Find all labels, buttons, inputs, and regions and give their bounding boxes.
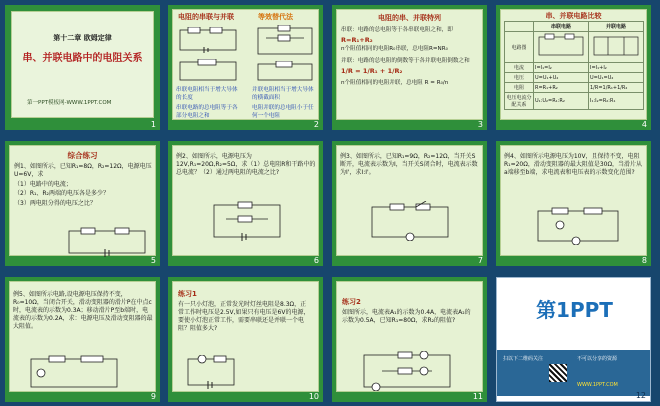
- question-part-3: （3）两电阻分得的电压之比？: [14, 199, 96, 207]
- slide-thumbnail-1[interactable]: [5, 5, 160, 130]
- footer-url: WWW.1PPT.COM: [577, 382, 618, 388]
- table-cell: I=I₁=I₂: [534, 63, 589, 73]
- slide-thumbnail-3[interactable]: [332, 5, 487, 130]
- slide-number: 8: [641, 256, 647, 265]
- slide-heading-method: 等效替代法: [258, 13, 293, 21]
- table-cell: U=U₁=U₂: [589, 73, 644, 83]
- question-text: 例3、如图所示，已知R₁=9Ω，R₂=12Ω，当开关S断开，电流表示数为I，当开关S闭合时，电流表示数为I'，求I:I'。: [340, 153, 478, 177]
- circuit-diagram: [212, 201, 282, 241]
- circuit-diagram: [536, 205, 620, 245]
- circuit-parallel-diagram: [256, 25, 314, 57]
- circuit-diagram: [362, 351, 452, 391]
- slide-thumbnail-12[interactable]: [496, 277, 651, 402]
- slide-number: 4: [641, 120, 647, 129]
- slide-thumbnail-9[interactable]: [5, 277, 160, 402]
- circuit-equivalent-diagram: [178, 59, 238, 83]
- slide-footer: 第一PPT模板网-WWW.1PPT.COM: [27, 100, 112, 106]
- table-cell: I₁:I₂=R₂:R₁: [589, 93, 644, 110]
- brand-text: 第1PPT: [536, 298, 613, 322]
- slide-heading: 练习2: [342, 298, 361, 306]
- slide-number: 11: [472, 392, 483, 401]
- question-text: 有一只小灯泡，正常发光时灯丝电阻是8.3Ω，正常工作时电压是2.5V,如果只有电压是6V的电源，要使小灯泡正常工作，需要串联还是并联一个电阻？阻值多大?: [178, 301, 310, 333]
- slide-thumbnail-10[interactable]: [168, 277, 323, 402]
- caption-parallel: 并联电阻相当于增大导体的横截面积: [252, 87, 314, 101]
- slide-number: 10: [308, 392, 319, 401]
- table-row-label: 电阻: [505, 83, 534, 93]
- circuit-diagram: [67, 227, 147, 257]
- slide-chapter: 第十二章 欧姆定律: [53, 34, 112, 42]
- slide-heading: 综合练习: [67, 151, 98, 160]
- table-header-parallel: 并联电路: [589, 22, 644, 32]
- slide-thumbnail-8[interactable]: [496, 141, 651, 266]
- caption-parallel-rule: 电阻并联的总电阻小于任何一个电阻: [252, 105, 314, 119]
- slide-heading: 电阻的串联与并联: [178, 13, 234, 21]
- slide-heading: 练习1: [178, 290, 197, 298]
- slide-heading: 串、并联电路比较: [545, 12, 602, 20]
- circuit-parallel-equivalent-diagram: [256, 61, 314, 83]
- circuit-diagram: [370, 201, 450, 241]
- slide-title: 串、并联电路中的电阻关系: [22, 53, 143, 64]
- series-rule-text: 串联：电路的总电阻等于各串联电阻之和，即: [341, 27, 453, 33]
- slide-number: 7: [477, 256, 483, 265]
- slide-number: 2: [313, 120, 319, 129]
- table-cell: U=U₁+U₂: [534, 73, 589, 83]
- parallel-formula: 1/R = 1/R₁ + 1/R₂: [341, 66, 403, 75]
- table-header-series: 串联电路: [534, 22, 589, 32]
- table-row-label: 电压: [505, 73, 534, 83]
- table-row-label: 电路图: [505, 32, 534, 63]
- slide-number: 6: [313, 256, 319, 265]
- caption-series: 串联电阻相当于增大导体的长度: [176, 87, 238, 101]
- series-identical-text: n个阻值相同的电阻R₀串联，总电阻R=NR₀: [341, 46, 448, 53]
- slide-thumbnail-6[interactable]: [168, 141, 323, 266]
- question-text: 例5、如图所示电路,设电源电压保持不变，R₀=10Ω，当闭合开关，滑动变阻器的滑片P在中点c时，电流表的示数为0.3A；移动滑片P至b端时，电流表的示数为0.2A，求：电源电压及滑动变阻器的最大阻值。: [13, 291, 153, 331]
- series-formula: R=R₁+R₂: [341, 36, 373, 45]
- parallel-rule-text: 并联：电路的总电阻的倒数等于各并联电阻倒数之和: [341, 57, 470, 64]
- slide-thumbnail-7[interactable]: [332, 141, 487, 266]
- comparison-table: [504, 21, 644, 110]
- slide-thumbnail-5[interactable]: [5, 141, 160, 266]
- qr-code-image: [549, 364, 567, 382]
- question-text: 例1、如图所示，已知R₁=8Ω，R₂=12Ω，电源电压U=6V，求: [14, 163, 152, 179]
- table-cell: I=I₁+I₂: [589, 63, 644, 73]
- table-row-label: 电流: [505, 63, 534, 73]
- caption-series-rule: 串联电路的总电阻等于各部分电阻之和: [176, 105, 238, 119]
- slide-thumbnail-2[interactable]: [168, 5, 323, 130]
- table-cell: U₁:U₂=R₁:R₂: [534, 93, 589, 110]
- slide-thumbnail-11[interactable]: [332, 277, 487, 402]
- slide-number: 5: [150, 256, 156, 265]
- parallel-circuit-icon: [590, 33, 642, 59]
- table-row-label: 电压电流分配关系: [505, 93, 534, 110]
- brand-logo: [497, 294, 651, 323]
- question-text: 如图所示，电流表A₁的示数为0.4A，电流表A₂的示数为0.5A，已知R₁=80Ω，求R₂的阻值?: [342, 309, 471, 325]
- footer-text-right: 不可以分享的资源: [577, 356, 618, 362]
- slide-number: 9: [150, 392, 156, 401]
- series-circuit-icon: [535, 33, 587, 59]
- question-part-1: （1）电路中的电流；: [14, 180, 72, 188]
- slide-number: 1: [150, 120, 156, 129]
- parallel-identical-text: n个阻值相同的电阻并联，总电阻 R = R₀/n: [341, 79, 449, 86]
- slide-number: 3: [477, 120, 483, 129]
- slide-number: 12: [635, 391, 646, 400]
- circuit-diagram: [186, 355, 236, 389]
- table-cell: R=R₁+R₂: [534, 83, 589, 93]
- slide-thumbnail-4[interactable]: [496, 5, 651, 130]
- question-text: 例2、如图所示，电源电压为12V,R₁=20Ω,R₂=5Ω，求（1）总电阻R和干路中的总电流？（2）通过两电阻的电流之比?: [176, 153, 316, 177]
- slide-heading: 电阻的串、并联特列: [378, 14, 441, 22]
- footer-text-left: 扫以下二维码关注: [503, 356, 544, 362]
- question-part-2: （2）R₁、R₂两端的电压各是多少？: [14, 190, 109, 198]
- circuit-series-diagram: [178, 27, 238, 53]
- circuit-diagram: [29, 355, 119, 391]
- table-cell: 1/R=1/R₁+1/R₂: [589, 83, 644, 93]
- question-text: 例4、如图所示电源电压为10V，且保持不变，电阻R₁=20Ω，滑动变阻器的最大阻值是30Ω，当滑片从a端移至b端，求电流表和电压表的示数变化范围?: [504, 153, 643, 177]
